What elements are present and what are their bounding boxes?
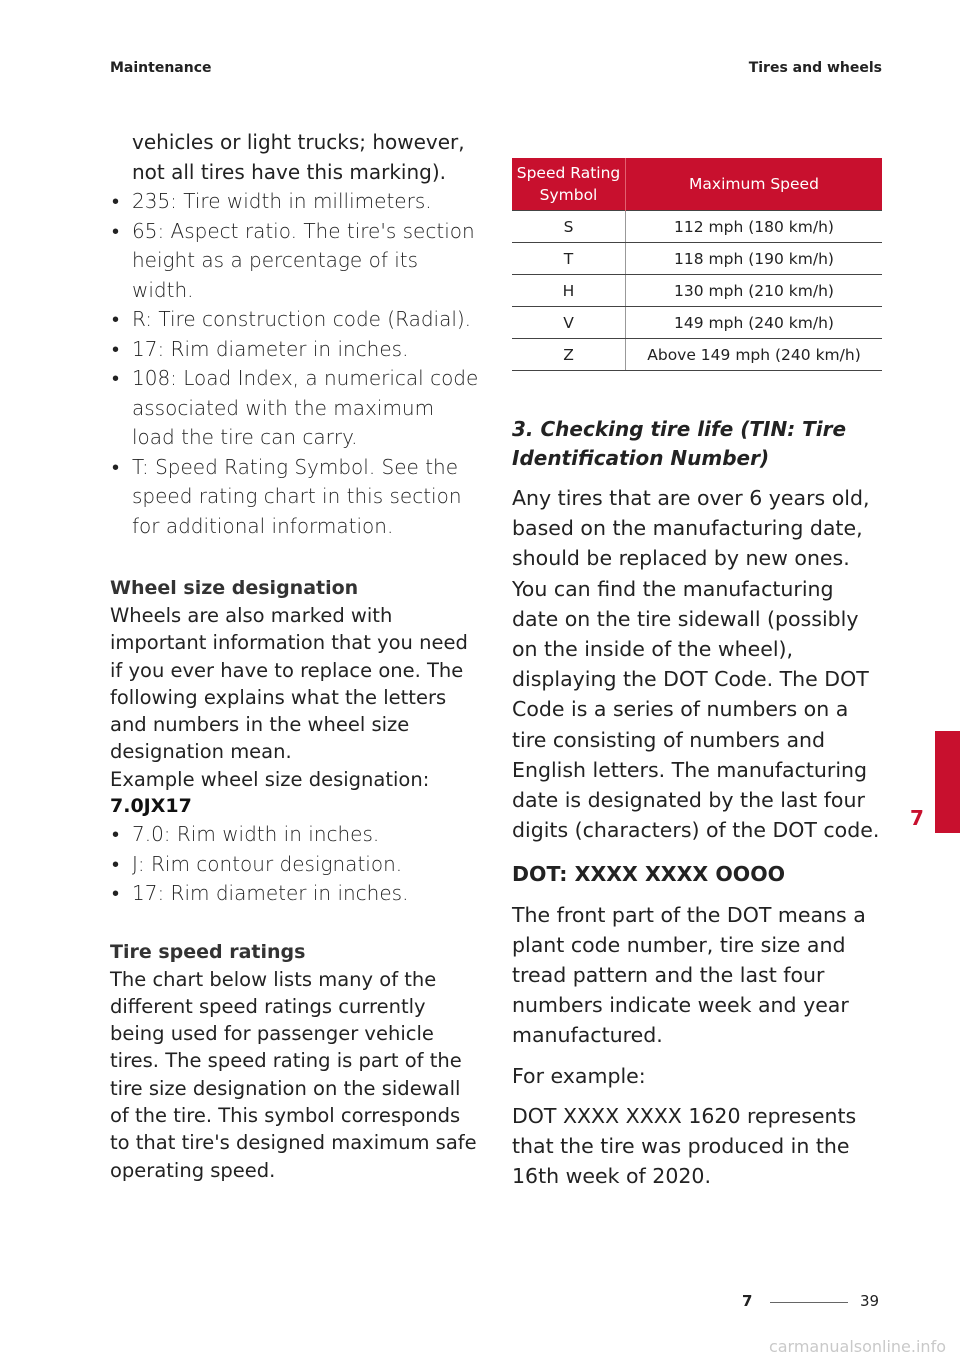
bullet-icon: • [112,454,120,479]
bullet-icon: • [112,881,120,906]
wheel-example-label: Example wheel size designation: [110,767,430,791]
footer-page-number: 39 [860,1292,880,1310]
continued-line: vehicles or light trucks; however, [132,130,465,154]
bullet-icon: • [112,366,120,390]
list-item: • 235: Tire width in millimeters. [110,187,482,217]
table-row [512,275,882,307]
speed-cell: 118 mph (190 km/h) [626,243,883,275]
list-item: • 108: Load Index, a numerical code associated with the maximum load the tire can carry. [112,366,479,449]
tire-code-list [110,187,482,541]
speed-cell: Above 149 mph (240 km/h) [626,339,883,371]
tire-life-paragraph: Any tires that are over 6 years old, based on the manufacturing date, should be replaced by new ones. You can find the manufacturing date on the tire sidewall (possibly on the inside of the wheel), displaying the DOT Code. The DOT Code is a series of numbers on a tire consisting of numbers and English letters. The manufacturing date is designated by the last four digits (characters) of the DOT code. [512,486,880,843]
bullet-icon: • [112,851,120,876]
list-item: • J: Rim contour designation. [110,850,482,880]
wheel-example-code: 7.0JX17 [110,795,192,818]
list-item: • 65: Aspect ratio. The tire's section height as a percentage of its width. [112,218,475,302]
symbol-cell: S [512,211,626,243]
speed-ratings-heading: Tire speed ratings [110,940,306,963]
speed-cell: 130 mph (210 km/h) [626,275,883,307]
symbol-cell: Z [512,339,626,371]
speed-ratings-paragraph: The chart below lists many of the different speed ratings currently being used for passenger vehicle tires. The speed rating is part of the tire size designation on the sidewall of the tire. This symbol corresponds to that tire's designed maximum safe operating speed. [110,967,477,1182]
list-item: • T: Speed Rating Symbol. See the speed rating chart in this section for additional information. [112,454,462,538]
table-row [512,243,882,275]
chapter-tab-number: 7 [910,806,924,830]
wheel-size-heading: Wheel size designation [110,577,359,599]
column-header-symbol: Speed Rating Symbol [512,158,626,211]
speed-cell: 149 mph (240 km/h) [626,307,883,339]
chapter-tab [935,731,960,833]
example-paragraph: DOT XXXX XXXX 1620 represents that the tire was produced in the 16th week of 2020. [512,1103,857,1189]
symbol-cell: T [512,243,626,275]
footer-divider [770,1302,848,1303]
list-item: • R: Tire construction code (Radial). [110,305,482,335]
footer-chapter: 7 [742,1292,753,1310]
wheel-size-paragraph: Wheels are also marked with important information that you need if you ever have to replace one. The following explains what the letters and numbers in the wheel size designation mean. [110,604,468,764]
bullet-icon: • [112,822,120,847]
bullet-icon: • [112,307,120,331]
header-section-title: Maintenance [110,60,212,76]
continued-line: not all tires have this marking). [132,159,447,184]
table-row [512,211,882,243]
table-row [512,339,882,371]
right-column [512,158,882,1191]
section-title: 3. Checking tire life (TIN: Tire Identification Number) [512,417,847,470]
bullet-icon: • [112,218,120,243]
list-item: • 17: Rim diameter in inches. [110,335,482,365]
table-header-row [512,158,882,211]
bullet-icon: • [112,189,120,213]
dot-code-line: DOT: XXXX XXXX OOOO [512,862,786,887]
left-column [110,128,482,1184]
speed-rating-table [512,158,882,371]
dot-meaning-paragraph: The front part of the DOT means a plant code number, tire size and tread pattern and the last four numbers indicate week and year manufactured. [512,902,866,1048]
bullet-icon: • [112,336,120,361]
symbol-cell: H [512,275,626,307]
speed-cell: 112 mph (180 km/h) [626,211,883,243]
example-label: For example: [512,1063,646,1088]
list-item: • 17: Rim diameter in inches. [110,879,482,909]
symbol-cell: V [512,307,626,339]
header-chapter-title: Tires and wheels [748,60,882,76]
watermark: carmanualsonline.info [768,1337,946,1356]
table-row [512,307,882,339]
column-header-speed: Maximum Speed [626,158,883,211]
wheel-code-list [110,820,482,909]
list-item: • 7.0: Rim width in inches. [110,820,482,850]
